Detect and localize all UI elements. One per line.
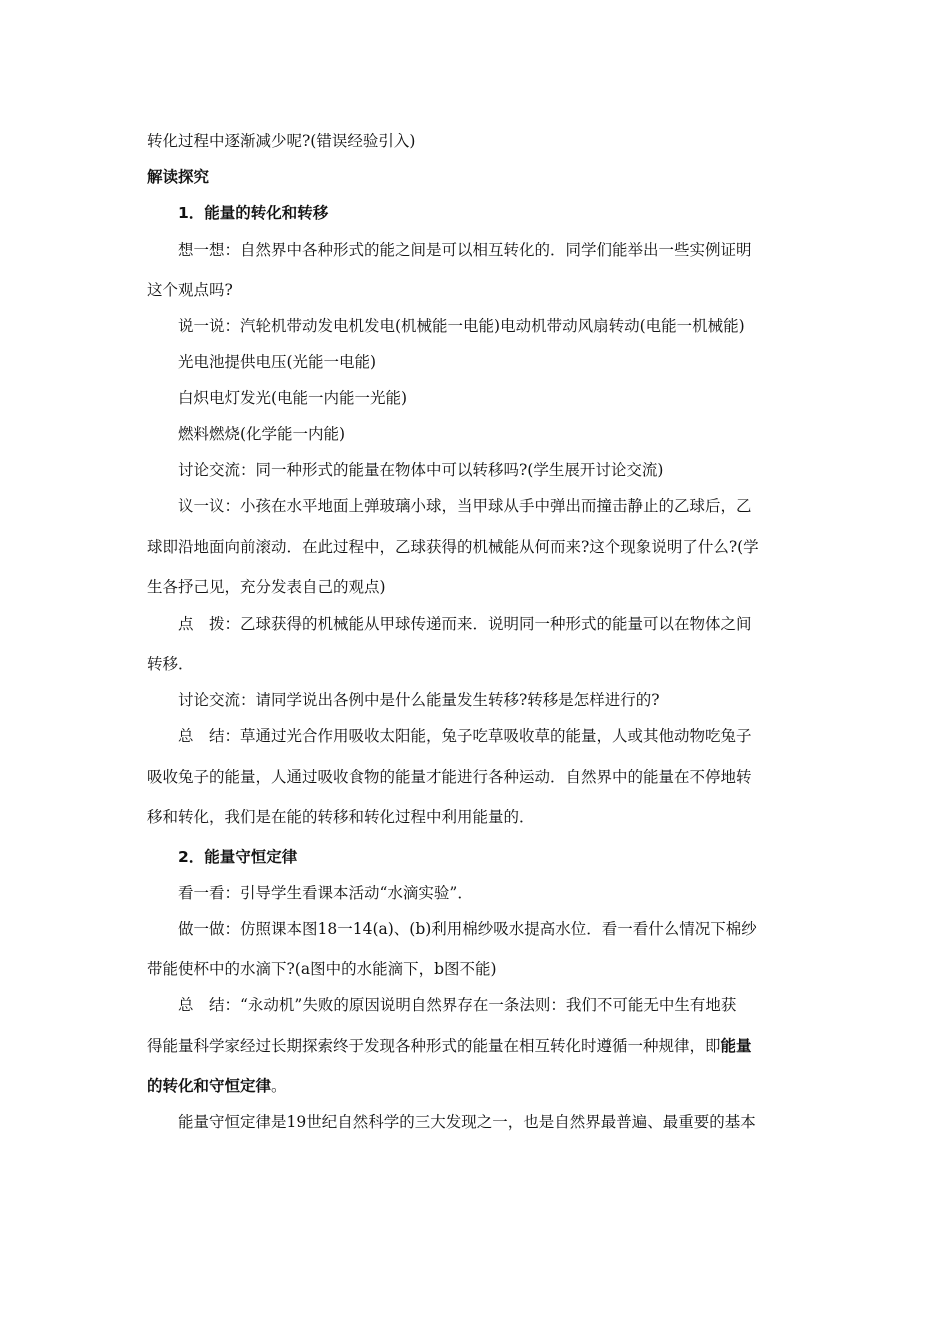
text-line: 说一说：汽轮机带动发电机发电(机械能一电能)电动机带动风扇转动(电能一机械能) bbox=[178, 317, 745, 335]
text-line: 点 拨：乙球获得的机械能从甲球传递而来．说明同一种形式的能量可以在物体之间 bbox=[178, 615, 752, 633]
text-line: 吸收兔子的能量，人通过吸收食物的能量才能进行各种运动．自然界中的能量在不停地转 bbox=[147, 768, 752, 786]
subsection-heading: 1．能量的转化和转移 bbox=[178, 204, 329, 222]
text-run: 。 bbox=[271, 1077, 287, 1095]
text-line: 总 结：草通过光合作用吸收太阳能，兔子吃草吸收草的能量，人或其他动物吃兔子 bbox=[178, 727, 752, 745]
text-line bbox=[147, 1036, 752, 1056]
text-line: 转化过程中逐渐减少呢?(错误经验引入) bbox=[147, 132, 416, 150]
text-line: 转移． bbox=[147, 655, 194, 673]
text-line: 球即沿地面向前滚动．在此过程中，乙球获得的机械能从何而来?这个现象说明了什么?(学 bbox=[147, 538, 759, 556]
text-line: 想一想：自然界中各种形式的能之间是可以相互转化的．同学们能举出一些实例证明 bbox=[178, 241, 752, 259]
subsection-heading: 2．能量守恒定律 bbox=[178, 848, 298, 866]
text-line: 光电池提供电压(光能一电能) bbox=[178, 353, 377, 371]
text-line: 做一做：仿照课本图18一14(a)、(b)利用棉纱吸水提高水位．看一看什么情况下棉纱 bbox=[178, 920, 757, 938]
section-heading: 解读探究 bbox=[147, 168, 210, 186]
text-line: 看一看：引导学生看课本活动“水滴实验”． bbox=[178, 884, 473, 902]
bold-term: 的转化和守恒定律 bbox=[147, 1077, 272, 1095]
text-line: 能量守恒定律是19世纪自然科学的三大发现之一，也是自然界最普遍、最重要的基本 bbox=[178, 1113, 756, 1131]
text-line: 燃料燃烧(化学能一内能) bbox=[178, 425, 346, 443]
text-line: 带能使杯中的水滴下?(a图中的水能滴下，b图不能) bbox=[147, 960, 497, 978]
text-line: 这个观点吗? bbox=[147, 281, 233, 299]
text-line: 白炽电灯发光(电能一内能一光能) bbox=[178, 389, 408, 407]
text-line: 移和转化，我们是在能的转移和转化过程中利用能量的． bbox=[147, 808, 535, 826]
text-line: 总 结：“永动机”失败的原因说明自然界存在一条法则：我们不可能无中生有地获 bbox=[178, 996, 737, 1014]
text-line: 生各抒己见，充分发表自己的观点) bbox=[147, 578, 386, 596]
text-line bbox=[147, 1076, 287, 1096]
text-run: 得能量科学家经过长期探索终于发现各种形式的能量在相互转化时遵循一种规律，即 bbox=[147, 1037, 721, 1055]
text-line: 讨论交流：同一种形式的能量在物体中可以转移吗?(学生展开讨论交流) bbox=[178, 461, 664, 479]
bold-term: 能量 bbox=[720, 1037, 752, 1055]
text-line: 讨论交流：请同学说出各例中是什么能量发生转移?转移是怎样进行的? bbox=[178, 691, 660, 709]
text-line: 议一议：小孩在水平地面上弹玻璃小球，当甲球从手中弹出而撞击静止的乙球后，乙 bbox=[178, 497, 752, 515]
